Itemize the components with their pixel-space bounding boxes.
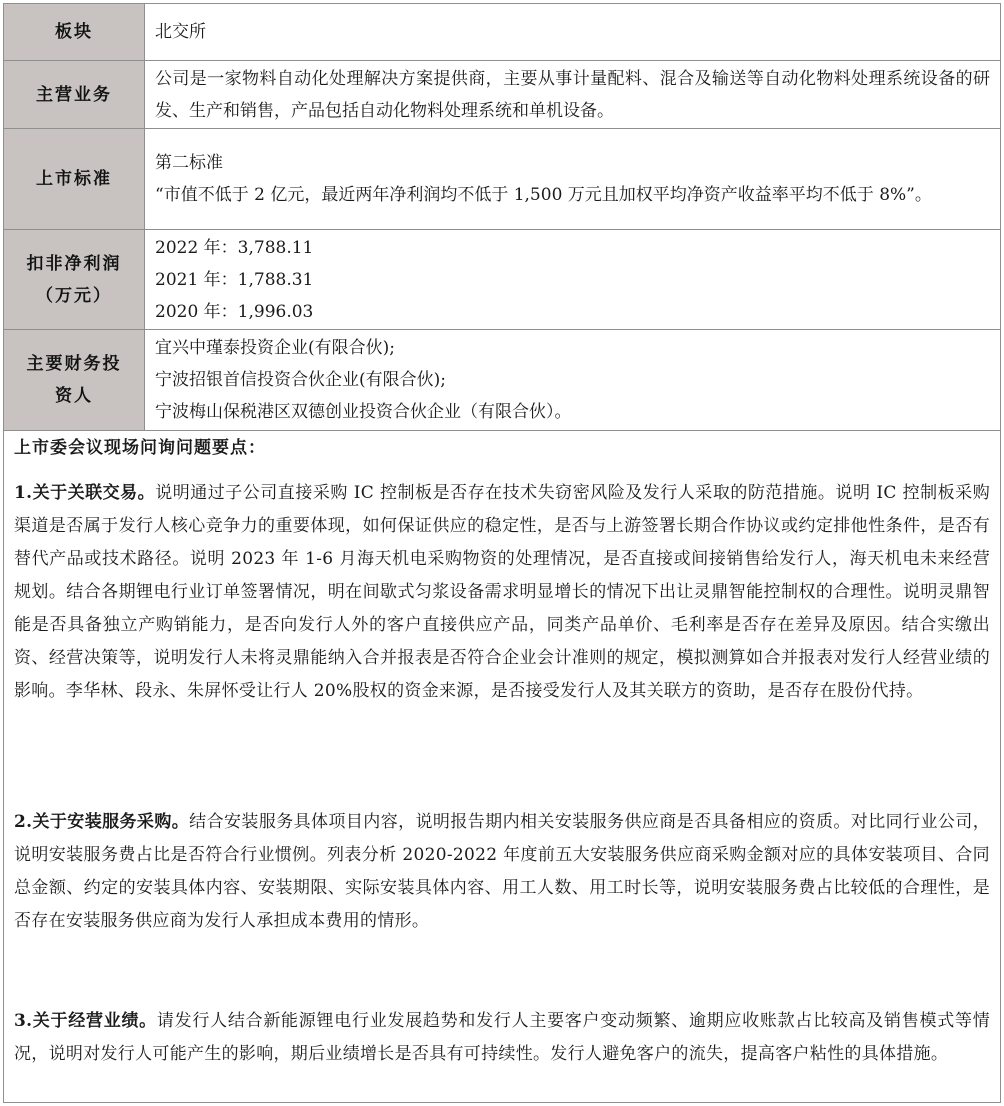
profit-2020: 2020 年：1,996.03 [155,301,314,322]
profit-2022: 2022 年：3,788.11 [155,237,314,258]
table-row-investors [4,330,1000,431]
value-investors [145,330,1000,430]
inquiry-heading: 上市委会议现场问询问题要点： [14,438,266,458]
section-3-title: 3.关于经营业绩。 [14,1011,157,1031]
investor-3: 宁波梅山保税港区双德创业投资合伙企业（有限合伙）。 [155,402,572,422]
section-operating-results [14,1005,990,1071]
section-related-transactions [14,477,990,708]
section-1-body: 说明通过子公司直接采购 IC 控制板是否存在技术失窃密风险及发行人采取的防范措施。说明 IC 控制板采购渠道是否属于发行人核心竞争力的重要体现，如何保证供应的稳定性，是否与上游签署长期合作协议或约定排他性条件，是否有替代产品或技术路径。说明 2023 年 1-6 月海天机电采购物资的处理情况，是否直接或间接销售给发行人，海天机电未来经营规划。结合各期锂电行业订单签署情况，明在间歇式匀浆设备需求明显增长的情况下出让灵鼎智能控制权的合理性。说明灵鼎智能是否具备独立产购销能力，是否向发行人外的客户直接供应产品，同类产品单价、毛利率是否存在差异及原因。结合实缴出资、经营决策等，说明发行人未将灵鼎能纳入合并报表是否符合企业会计准则的规定，模拟测算如合并报表对发行人经营业绩的影响。李华林、段永、朱屏怀受让行人 20%股权的资金来源，是否接受发行人及其关联方的资助，是否存在股份代持。 [14,483,990,701]
label-net-profit: 扣非净利润 （万元） [4,230,145,329]
section-2-title: 2.关于安装服务采购。 [14,812,190,832]
investor-1: 宜兴中瑾泰投资企业(有限合伙); [155,338,395,358]
document-page [3,3,1001,1103]
table-row-main-business [4,61,1000,129]
table-row-net-profit [4,230,1000,330]
label-main-business: 主营业务 [4,61,145,128]
table-row-board [4,4,1000,61]
section-installation-services [14,806,990,938]
value-board: 北交所 [155,22,206,42]
value-net-profit [145,230,1000,329]
section-1-title: 1.关于关联交易。 [14,483,156,503]
section-3-body: 请发行人结合新能源锂电行业发展趋势和发行人主要客户变动频繁、逾期应收账款占比较高及销售模式等情况，说明对发行人可能产生的影响，期后业绩增长是否具有可持续性。发行人避免客户的流失，提高客户粘性的具体措施。 [14,1011,990,1064]
profit-2021: 2021 年：1,788.31 [155,269,314,290]
label-investors: 主要财务投 资人 [4,330,145,430]
value-main-business: 公司是一家物料自动化处理解决方案提供商，主要从事计量配料、混合及输送等自动化物料处理系统设备的研发、生产和销售，产品包括自动化物料处理系统和单机设备。 [155,68,990,121]
label-board: 板块 [4,4,145,60]
section-2-body: 结合安装服务具体项目内容，说明报告期内相关安装服务供应商是否具备相应的资质。对比同行业公司，说明安装服务费占比是否符合行业惯例。列表分析 2020-2022 年度前五大安装服务供应商采购金额对应的具体安装项目、合同总金额、约定的安装具体内容、安装期限、实际安装具体内容、用工人数、用工时长等，说明安装服务费占比较低的合理性，是否存在安装服务供应商为发行人承担成本费用的情形。 [14,812,990,931]
table-row-listing-standard [4,129,1000,230]
label-listing-standard: 上市标准 [4,129,145,229]
value-listing-standard: 第二标准 “市值不低于 2 亿元，最近两年净利润均不低于 1,500 万元且加权平均净资产收益率平均不低于 8%”。 [155,153,932,205]
investor-2: 宁波招银首信投资合伙企业(有限合伙); [155,370,446,390]
